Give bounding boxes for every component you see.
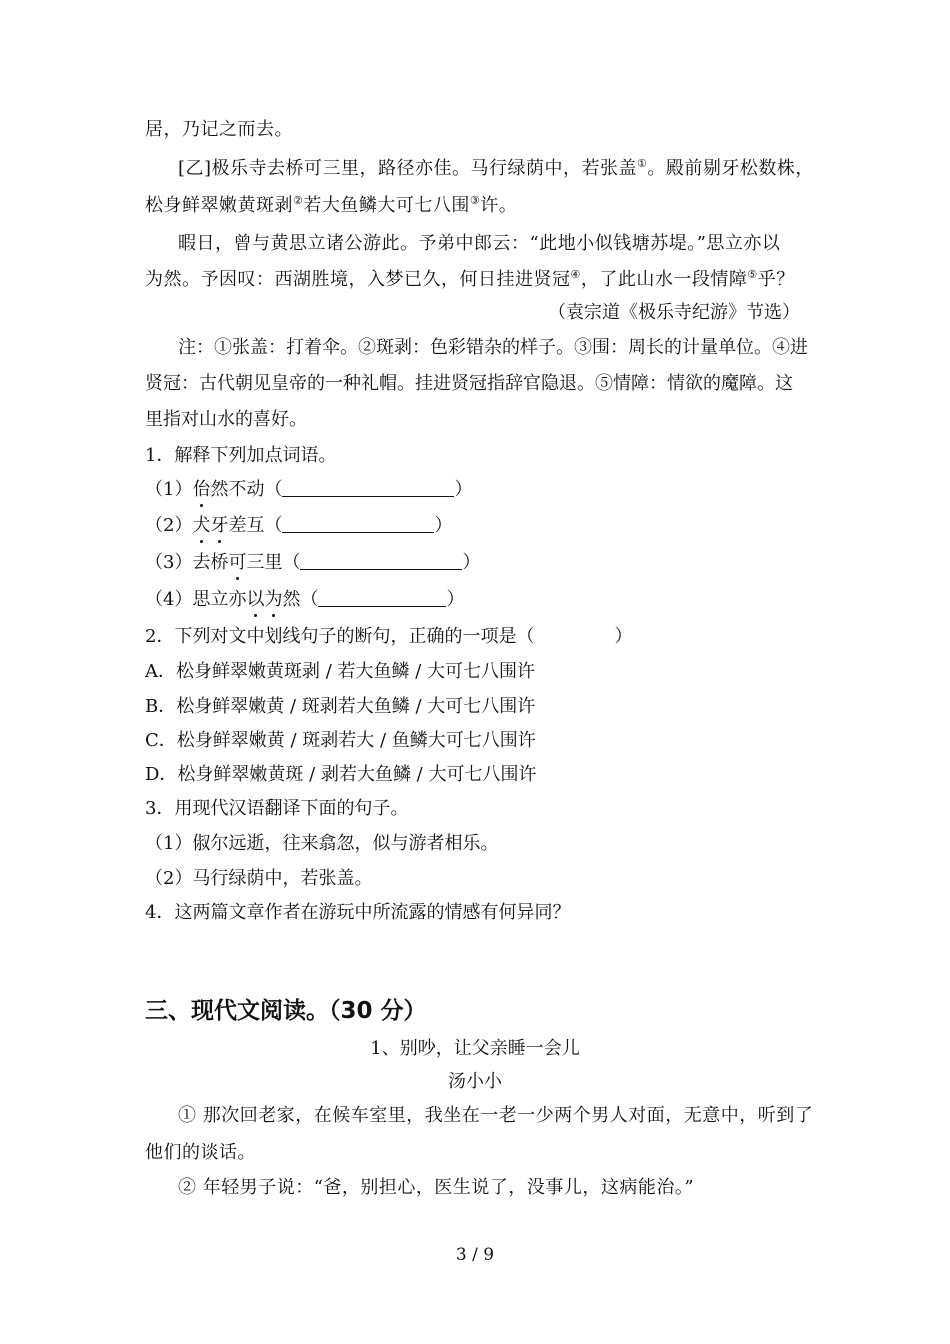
item-text: 然（ [282, 589, 319, 610]
question-3-sentence-2: （2）马行绿荫中，若张盖。 [145, 868, 373, 889]
dotted-char: 可 [228, 552, 247, 573]
passage-b-line-2 [145, 194, 517, 218]
item-text: 差互（ [228, 515, 283, 536]
item-text: ） [462, 552, 481, 573]
item-number: （3）去桥 [145, 552, 229, 573]
dotted-char: 以 [246, 589, 265, 610]
question-1-item-2 [145, 514, 452, 538]
answer-blank[interactable] [282, 514, 434, 533]
footnote-mark-4: ④ [570, 268, 581, 281]
answer-blank[interactable] [318, 588, 446, 607]
dotted-char: 佁 [192, 479, 211, 500]
item-number: （4）思立亦 [145, 589, 247, 610]
question-2-title [145, 625, 632, 649]
item-text: ） [446, 589, 465, 610]
passage-b-text: [乙]极乐寺去桥可三里，路径亦佳。马行绿荫中，若张盖 [178, 158, 638, 179]
article-title: 1、别吵，让父亲睡一会儿 [370, 1038, 580, 1059]
question-2-option-b: B．松身鲜翠嫩黄 / 斑剥若大鱼鳞 / 大可七八围许 [145, 696, 536, 717]
passage-b-line-1 [178, 157, 814, 181]
item-text: ） [434, 515, 453, 536]
question-3-title: 3．用现代汉语翻译下面的句子。 [145, 798, 409, 819]
passage-b-text: 许。 [480, 195, 518, 216]
passage-a-ending: 居，乃记之而去。 [145, 119, 293, 140]
passage-b-text: ，了此山水一段情障 [580, 269, 748, 290]
section-3-heading: 三、现代文阅读。（30 分） [145, 998, 427, 1024]
passage-b-text: 。殿前剔牙松数株， [647, 158, 814, 179]
article-p2: ② 年轻男子说：“爸，别担心，医生说了，没事儿，这病能治。” [178, 1177, 695, 1198]
notes-line-1: 注：①张盖：打着伞。②斑剥：色彩错杂的样子。③围：周长的计量单位。④进 [178, 337, 808, 358]
passage-b-text: 松身鲜翠嫩黄斑剥 [145, 195, 293, 216]
passage-source: （袁宗道《极乐寺纪游》节选） [548, 302, 800, 323]
page-number: 3 / 9 [455, 1245, 495, 1265]
footnote-mark-2: ② [293, 194, 304, 207]
dotted-char: 犬 [192, 515, 211, 536]
passage-b-text: 为然。予因叹：西湖胜境，入梦已久，何日挂进贤冠 [145, 269, 571, 290]
notes-line-2: 贤冠：古代朝见皇帝的一种礼帽。挂进贤冠指辞官隐退。⑤情障：情欲的魔障。这 [145, 373, 793, 394]
question-1-item-3 [145, 551, 480, 575]
footnote-mark-5: ⑤ [747, 268, 758, 281]
footnote-mark-1: ① [637, 157, 648, 170]
article-p1-line-2: 他们的谈话。 [145, 1142, 256, 1163]
item-number: （1） [145, 479, 193, 500]
item-text: 三里（ [246, 552, 301, 573]
question-text: 2．下列对文中划线句子的断句，正确的一项是（ [145, 626, 535, 647]
question-1-item-4 [145, 588, 464, 612]
passage-b-p2-line-2 [145, 268, 795, 292]
dotted-char: 牙 [210, 515, 229, 536]
question-2-option-a: A．松身鲜翠嫩黄斑剥 / 若大鱼鳞 / 大可七八围许 [145, 661, 536, 682]
article-p1-line-1: ① 那次回老家，在候车室里，我坐在一老一少两个男人对面，无意中，听到了 [178, 1105, 814, 1126]
question-1-title: 1．解释下列加点词语。 [145, 445, 337, 466]
footnote-mark-3: ③ [469, 194, 481, 207]
notes-line-3: 里指对山水的喜好。 [145, 409, 307, 430]
question-2-option-c: C．松身鲜翠嫩黄 / 斑剥若大 / 鱼鳞大可七八围许 [145, 730, 536, 751]
question-3-sentence-1: （1）俶尔远逝，往来翕忽，似与游者相乐。 [145, 833, 499, 854]
dotted-char: 为 [264, 589, 283, 610]
question-4-title: 4．这两篇文章作者在游玩中所流露的情感有何异同？ [145, 902, 571, 923]
item-text: 然不动（ [210, 479, 283, 500]
question-2-option-d: D．松身鲜翠嫩黄斑 / 剥若大鱼鳞 / 大可七八围许 [145, 764, 537, 785]
item-number: （2） [145, 515, 193, 536]
article-author: 汤小小 [448, 1071, 502, 1092]
question-text: ） [614, 626, 633, 647]
answer-blank[interactable] [300, 551, 462, 570]
question-1-item-1 [145, 478, 472, 502]
passage-b-p2-line-1: 暇日，曾与黄思立诸公游此。予弟中郎云：“此地小似钱塘苏堤。”思立亦以 [178, 233, 781, 254]
answer-blank[interactable] [282, 478, 454, 497]
item-text: ） [454, 479, 473, 500]
passage-b-text: 乎？ [757, 269, 795, 290]
passage-b-text: 若大鱼鳞大可七八围 [303, 195, 470, 216]
